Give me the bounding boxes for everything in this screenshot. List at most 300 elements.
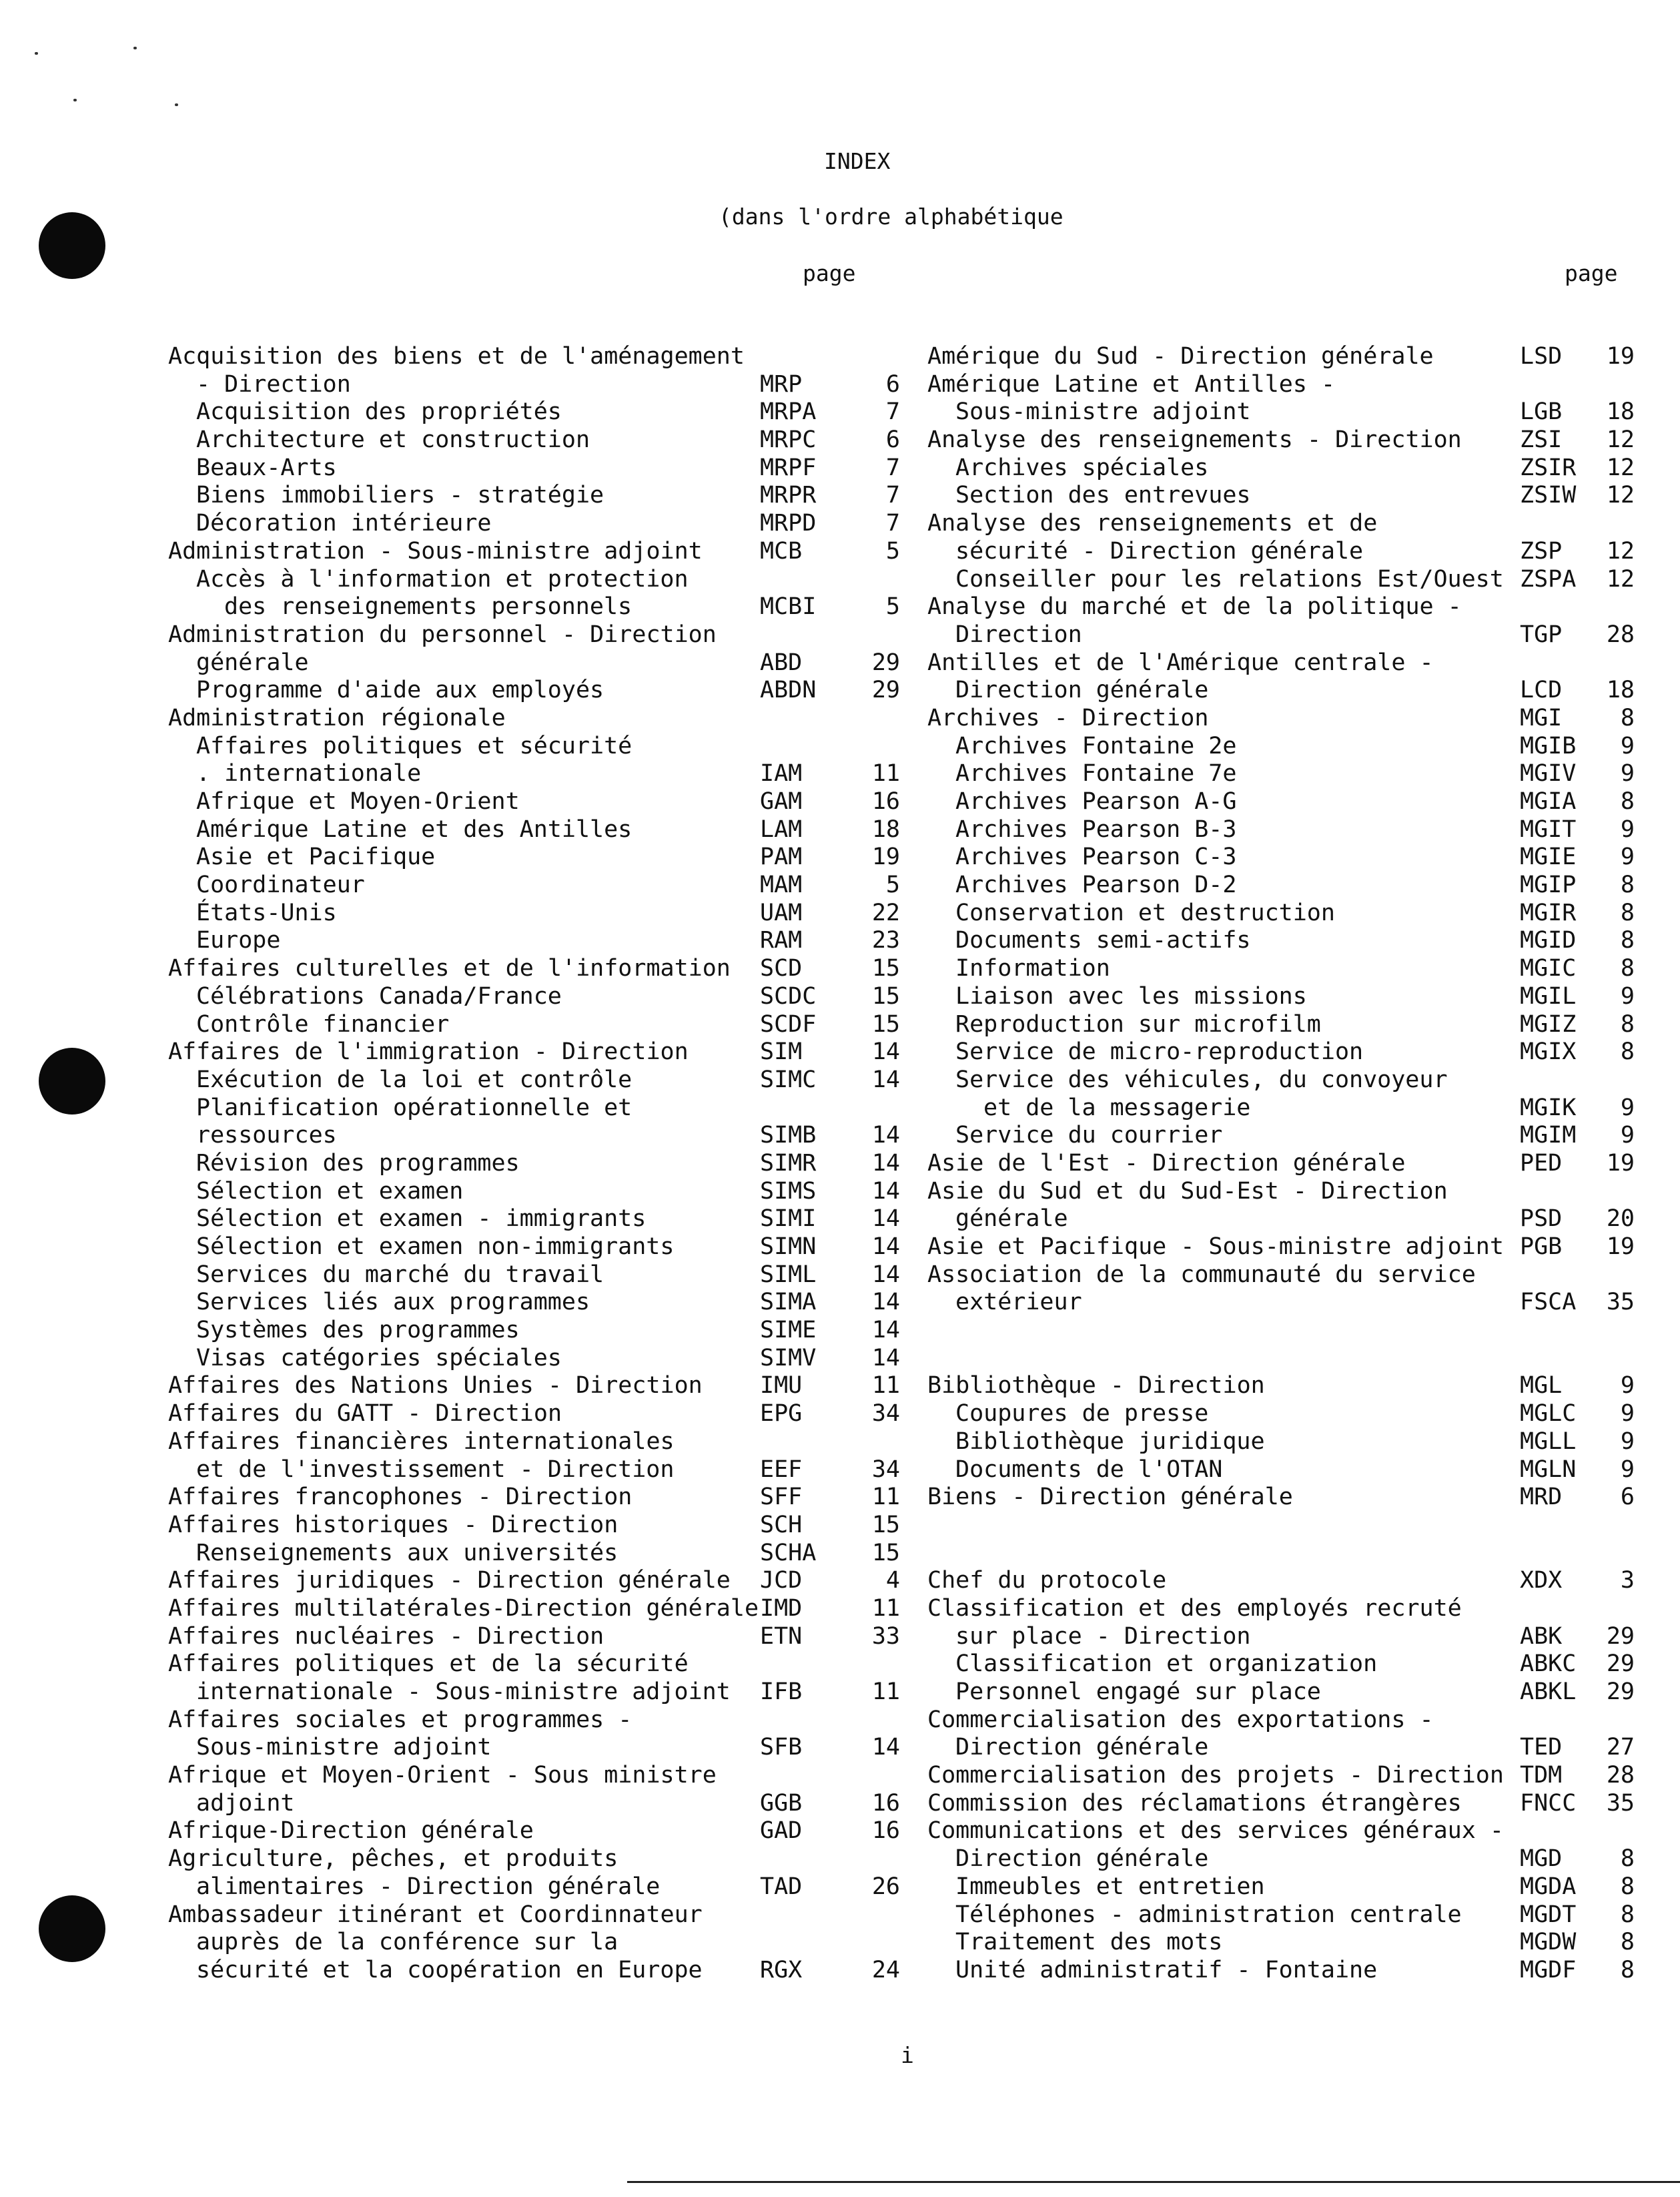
entry-page: 9 — [1620, 1372, 1635, 1399]
entry-text: Décoration intérieure — [196, 510, 492, 537]
entry-text: Amérique Latine et Antilles - — [927, 370, 1336, 398]
index-entry — [927, 538, 1648, 566]
entry-code: IFB — [760, 1678, 803, 1705]
entry-page: 12 — [1606, 565, 1635, 593]
index-entry — [927, 1595, 1648, 1623]
entry-text: Célébrations Canada/France — [196, 982, 562, 1010]
index-entry — [168, 593, 909, 621]
entry-page: 12 — [1606, 537, 1635, 565]
entry-code: SFF — [760, 1484, 803, 1511]
index-entry — [168, 1957, 909, 1985]
index-entry — [927, 1011, 1648, 1039]
entry-code: PAM — [760, 844, 803, 871]
entry-code: ABKL — [1520, 1678, 1577, 1705]
entry-text: Analyse du marché et de la politique - — [927, 593, 1462, 621]
entry-text: Affaires francophones - Direction — [168, 1484, 633, 1511]
entry-page: 26 — [871, 1873, 900, 1900]
index-entry — [927, 1038, 1648, 1066]
index-entry — [927, 566, 1648, 594]
index-column-right — [927, 343, 1648, 1985]
index-entry — [927, 426, 1648, 454]
entry-text: Archives - Direction — [927, 704, 1209, 731]
entry-page: 9 — [1620, 760, 1635, 788]
entry-text: Commission des réclamations étrangères — [927, 1789, 1462, 1817]
index-entry — [168, 1400, 909, 1428]
entry-code: MGIT — [1520, 816, 1577, 843]
index-entry — [168, 1734, 909, 1762]
entry-code: MGIM — [1520, 1122, 1577, 1149]
index-entry — [927, 593, 1648, 621]
entry-page: 8 — [1620, 955, 1635, 982]
entry-page: 9 — [1620, 816, 1635, 843]
entry-text: Administration - Sous-ministre adjoint — [168, 537, 703, 565]
entry-code: IAM — [760, 760, 803, 788]
index-entry — [168, 1261, 909, 1289]
index-entry — [168, 538, 909, 566]
entry-page: 14 — [871, 1205, 900, 1233]
entry-page: 22 — [871, 899, 900, 926]
entry-code: LSD — [1520, 343, 1563, 370]
entry-text: Archives Pearson C-3 — [955, 844, 1237, 871]
entry-code: SIMR — [760, 1149, 817, 1177]
entry-page: 12 — [1606, 454, 1635, 481]
index-column-left — [168, 343, 909, 1985]
index-entry — [168, 1094, 909, 1123]
entry-text: extérieur — [955, 1289, 1082, 1316]
entry-page: 12 — [1606, 482, 1635, 509]
entry-code: MGDW — [1520, 1929, 1577, 1956]
entry-page: 11 — [871, 1372, 900, 1399]
entry-code: TAD — [760, 1873, 803, 1900]
index-entry — [927, 1901, 1648, 1929]
index-entry — [927, 510, 1648, 538]
entry-text: et de l'investissement - Direction — [196, 1456, 675, 1483]
index-entry — [168, 621, 909, 649]
entry-text: Services du marché du travail — [196, 1261, 604, 1288]
entry-code: SIMV — [760, 1344, 817, 1371]
entry-page: 8 — [1620, 1956, 1635, 1983]
entry-text: Service du courrier — [955, 1122, 1223, 1149]
entry-page: 16 — [871, 788, 900, 815]
entry-text: Amérique Latine et des Antilles — [196, 816, 633, 843]
index-title: INDEX — [824, 148, 891, 174]
entry-code: ABDN — [760, 677, 817, 704]
entry-page: 34 — [871, 1400, 900, 1428]
entry-text: Direction — [955, 621, 1082, 648]
entry-code: MGLC — [1520, 1400, 1577, 1428]
entry-text: Accès à l'information et protection — [196, 565, 689, 593]
index-entry — [927, 1456, 1648, 1484]
index-entry — [168, 1845, 909, 1873]
entry-page: 14 — [871, 1122, 900, 1149]
entry-text: auprès de la conférence sur la — [196, 1929, 618, 1956]
index-entry — [927, 621, 1648, 649]
index-entry — [927, 1122, 1648, 1150]
index-entry — [927, 1678, 1648, 1706]
entry-page: 15 — [871, 1511, 900, 1538]
index-entry — [927, 955, 1648, 983]
index-entry — [927, 1790, 1648, 1818]
entry-page: 4 — [885, 1567, 900, 1594]
entry-text: Bibliothèque - Direction — [927, 1372, 1265, 1399]
entry-text: Afrique et Moyen-Orient — [196, 788, 520, 815]
index-entry — [927, 1400, 1648, 1428]
entry-code: SCD — [760, 955, 803, 982]
index-entry — [927, 398, 1648, 426]
entry-text: et de la messagerie — [983, 1094, 1251, 1121]
index-entry — [927, 1372, 1648, 1400]
index-entry — [168, 1205, 909, 1233]
entry-code: MGIC — [1520, 955, 1577, 982]
index-entry — [168, 816, 909, 844]
index-entry — [168, 1817, 909, 1845]
entry-code: MGL — [1520, 1372, 1563, 1399]
entry-code: MGDF — [1520, 1956, 1577, 1983]
entry-text: Chef du protocole — [927, 1567, 1167, 1594]
entry-text: Affaires de l'immigration - Direction — [168, 1038, 689, 1066]
index-entry — [168, 1178, 909, 1206]
entry-page: 15 — [871, 1539, 900, 1566]
index-entry — [927, 816, 1648, 844]
entry-page: 5 — [885, 537, 900, 565]
entry-text: Analyse des renseignements - Direction — [927, 426, 1462, 454]
entry-page: 14 — [871, 1734, 900, 1761]
entry-text: Administration régionale — [168, 704, 506, 731]
index-entry — [927, 1178, 1648, 1206]
entry-code: MGIA — [1520, 788, 1577, 815]
entry-text: Sous-ministre adjoint — [196, 1734, 492, 1761]
index-entry — [168, 1512, 909, 1540]
entry-page: 14 — [871, 1317, 900, 1344]
entry-page: 19 — [1606, 343, 1635, 370]
entry-page: 9 — [1620, 1400, 1635, 1428]
entry-code: RAM — [760, 927, 803, 954]
entry-text: Personnel engagé sur place — [955, 1678, 1321, 1705]
bottom-rule — [627, 2181, 1680, 2183]
index-entry — [168, 1289, 909, 1317]
index-entry — [927, 1094, 1648, 1123]
entry-text: - Direction — [196, 370, 351, 398]
entry-page: 5 — [885, 593, 900, 621]
entry-code: ZSIW — [1520, 482, 1577, 509]
entry-code: MRD — [1520, 1484, 1563, 1511]
entry-text: Information — [955, 955, 1110, 982]
entry-code: MGIZ — [1520, 1010, 1577, 1038]
entry-code: ABKC — [1520, 1650, 1577, 1678]
entry-text: Asie de l'Est - Direction générale — [927, 1149, 1406, 1177]
entry-text: Acquisition des propriétés — [196, 398, 562, 426]
index-entry — [927, 1540, 1648, 1568]
entry-text: Visas catégories spéciales — [196, 1344, 562, 1371]
entry-text: Association de la communauté du service — [927, 1261, 1476, 1288]
index-entry — [927, 1957, 1648, 1985]
entry-page: 7 — [885, 398, 900, 426]
entry-page: 11 — [871, 1678, 900, 1705]
entry-text: Acquisition des biens et de l'aménagement — [168, 343, 745, 370]
entry-page: 9 — [1620, 732, 1635, 759]
entry-text: Affaires politiques et sécurité — [196, 732, 633, 759]
entry-page: 8 — [1620, 872, 1635, 899]
entry-text: Commercialisation des projets - Direction — [927, 1762, 1504, 1789]
entry-code: UAM — [760, 899, 803, 926]
index-entry — [168, 1762, 909, 1790]
index-subtitle: (dans l'ordre alphabétique — [719, 204, 1064, 230]
entry-code: MGIK — [1520, 1094, 1577, 1121]
entry-text: Affaires du GATT - Direction — [168, 1400, 562, 1428]
entry-code: MCB — [760, 537, 803, 565]
entry-text: Communications et des services généraux - — [927, 1817, 1504, 1845]
entry-text: générale — [196, 649, 309, 676]
entry-text: Service des véhicules, du convoyeur — [955, 1066, 1448, 1093]
entry-text: Archives Pearson A-G — [955, 788, 1237, 815]
entry-text: Liaison avec les missions — [955, 982, 1307, 1010]
index-entry — [168, 1540, 909, 1568]
entry-page: 29 — [871, 649, 900, 676]
index-entry — [927, 844, 1648, 872]
index-entry — [927, 760, 1648, 788]
entry-text: Afrique-Direction générale — [168, 1817, 534, 1845]
entry-code: TDM — [1520, 1762, 1563, 1789]
entry-code: LCD — [1520, 677, 1563, 704]
index-entry — [927, 1066, 1648, 1094]
entry-page: 8 — [1620, 1901, 1635, 1928]
entry-code: PGB — [1520, 1233, 1563, 1260]
entry-code: PSD — [1520, 1205, 1563, 1233]
entry-page: 8 — [1620, 899, 1635, 926]
entry-text: Service de micro-reproduction — [955, 1038, 1364, 1066]
index-entry — [927, 1623, 1648, 1651]
index-entry — [927, 1817, 1648, 1845]
index-entry — [927, 927, 1648, 955]
entry-page: 6 — [885, 426, 900, 454]
index-entry — [168, 510, 909, 538]
entry-text: Affaires culturelles et de l'information — [168, 955, 731, 982]
index-entry — [927, 983, 1648, 1011]
entry-code: ETN — [760, 1622, 803, 1650]
index-entry — [927, 1428, 1648, 1456]
entry-page: 8 — [1620, 1873, 1635, 1900]
entry-text: sur place - Direction — [955, 1622, 1251, 1650]
index-entry — [168, 1122, 909, 1150]
entry-code: SIMI — [760, 1205, 817, 1233]
entry-code: SCHA — [760, 1539, 817, 1566]
entry-code: MGID — [1520, 927, 1577, 954]
entry-code: MGLN — [1520, 1456, 1577, 1483]
entry-page: 18 — [871, 816, 900, 843]
entry-text: Agriculture, pêches, et produits — [168, 1845, 618, 1873]
index-entry — [168, 1567, 909, 1595]
entry-code: TGP — [1520, 621, 1563, 648]
entry-code: SIMS — [760, 1177, 817, 1205]
index-entry — [168, 1929, 909, 1957]
entry-page: 8 — [1620, 788, 1635, 815]
index-entry — [168, 677, 909, 705]
entry-text: États-Unis — [196, 899, 337, 926]
index-entry — [168, 649, 909, 677]
index-entry — [168, 1623, 909, 1651]
entry-code: MGIX — [1520, 1038, 1577, 1066]
entry-code: FNCC — [1520, 1789, 1577, 1817]
speck — [175, 103, 178, 106]
index-entry — [927, 677, 1648, 705]
entry-code: GAM — [760, 788, 803, 815]
entry-text: Biens - Direction générale — [927, 1484, 1293, 1511]
entry-text: Sélection et examen non-immigrants — [196, 1233, 675, 1260]
entry-code: MRPD — [760, 510, 817, 537]
entry-page: 14 — [871, 1038, 900, 1066]
entry-page: 9 — [1620, 1456, 1635, 1483]
entry-code: SCDC — [760, 982, 817, 1010]
index-entry — [168, 1150, 909, 1178]
index-entry — [168, 1678, 909, 1706]
entry-text: Programme d'aide aux employés — [196, 677, 604, 704]
index-entry — [168, 454, 909, 483]
entry-text: Bibliothèque juridique — [955, 1428, 1265, 1455]
entry-page: 29 — [1606, 1678, 1635, 1705]
index-entry — [168, 733, 909, 761]
entry-text: Afrique et Moyen-Orient - Sous ministre — [168, 1762, 717, 1789]
entry-page: 16 — [871, 1789, 900, 1817]
entry-text: Classification et des employés recruté — [927, 1594, 1462, 1622]
entry-text: Contrôle financier — [196, 1010, 450, 1038]
entry-page: 6 — [885, 370, 900, 398]
entry-text: Commercialisation des exportations - — [927, 1706, 1434, 1733]
entry-page: 15 — [871, 982, 900, 1010]
index-entry — [927, 1289, 1648, 1317]
entry-text: ressources — [196, 1122, 337, 1149]
entry-text: Direction générale — [955, 1734, 1209, 1761]
entry-page: 14 — [871, 1233, 900, 1260]
index-entry — [927, 454, 1648, 483]
entry-page: 29 — [871, 677, 900, 704]
entry-text: internationale - Sous-ministre adjoint — [196, 1678, 731, 1705]
index-entry — [927, 1261, 1648, 1289]
index-entry — [168, 426, 909, 454]
entry-code: SIMC — [760, 1066, 817, 1093]
entry-text: Antilles et de l'Amérique centrale - — [927, 649, 1434, 676]
entry-text: Documents de l'OTAN — [955, 1456, 1223, 1483]
entry-code: SIMB — [760, 1122, 817, 1149]
entry-page: 3 — [1620, 1567, 1635, 1594]
index-entry — [168, 1066, 909, 1094]
entry-text: Sélection et examen - immigrants — [196, 1205, 647, 1233]
entry-page: 14 — [871, 1261, 900, 1288]
entry-text: Affaires historiques - Direction — [168, 1511, 618, 1538]
entry-code: SCDF — [760, 1010, 817, 1038]
entry-code: EPG — [760, 1400, 803, 1428]
entry-page: 19 — [871, 844, 900, 871]
entry-text: Traitement des mots — [955, 1929, 1223, 1956]
index-entry — [168, 760, 909, 788]
entry-text: Affaires sociales et programmes - — [168, 1706, 633, 1733]
entry-code: SFB — [760, 1734, 803, 1761]
entry-page: 14 — [871, 1149, 900, 1177]
index-entry — [927, 788, 1648, 816]
entry-text: sécurité - Direction générale — [955, 537, 1364, 565]
entry-code: SIMN — [760, 1233, 817, 1260]
entry-text: Classification et organization — [955, 1650, 1378, 1678]
entry-code: MGIP — [1520, 872, 1577, 899]
entry-page: 5 — [885, 872, 900, 899]
entry-page: 8 — [1620, 927, 1635, 954]
entry-text: Unité administratif - Fontaine — [955, 1956, 1378, 1983]
index-entry — [168, 983, 909, 1011]
index-entry — [168, 1595, 909, 1623]
index-entry — [927, 1233, 1648, 1261]
entry-text: Archives Pearson B-3 — [955, 816, 1237, 843]
index-entry — [168, 1456, 909, 1484]
entry-code: MGIB — [1520, 732, 1577, 759]
entry-code: SIM — [760, 1038, 803, 1066]
entry-code: ZSI — [1520, 426, 1563, 454]
entry-page: 6 — [1620, 1484, 1635, 1511]
entry-page: 16 — [871, 1817, 900, 1845]
entry-code: PED — [1520, 1149, 1563, 1177]
entry-text: Conservation et destruction — [955, 899, 1335, 926]
entry-text: Services liés aux programmes — [196, 1289, 590, 1316]
entry-text: Archives Fontaine 2e — [955, 732, 1237, 759]
entry-text: . internationale — [196, 760, 422, 788]
entry-code: MAM — [760, 872, 803, 899]
entry-code: SIML — [760, 1261, 817, 1288]
entry-text: Affaires politiques et de la sécurité — [168, 1650, 689, 1678]
index-entry — [927, 1567, 1648, 1595]
entry-text: Analyse des renseignements et de — [927, 510, 1378, 537]
entry-page: 7 — [885, 482, 900, 509]
entry-code: MGIL — [1520, 982, 1577, 1010]
index-entry — [927, 1150, 1648, 1178]
index-entry — [927, 1317, 1648, 1345]
entry-text: Asie et Pacifique — [196, 844, 436, 871]
page-label-right: page — [1565, 260, 1618, 286]
index-entry — [168, 1901, 909, 1929]
punch-hole-middle — [39, 1048, 105, 1115]
index-entry — [927, 649, 1648, 677]
entry-text: Asie et Pacifique - Sous-ministre adjoint — [927, 1233, 1504, 1260]
entry-text: Affaires multilatérales-Direction générale — [168, 1594, 759, 1622]
entry-text: Direction générale — [955, 1845, 1209, 1873]
entry-text: Asie du Sud et du Sud-Est - Direction — [927, 1177, 1448, 1205]
entry-text: adjoint — [196, 1789, 295, 1817]
entry-page: 29 — [1606, 1650, 1635, 1678]
index-entry — [927, 482, 1648, 510]
index-entry — [168, 1484, 909, 1512]
index-entry — [168, 872, 909, 900]
entry-code: ABK — [1520, 1622, 1563, 1650]
entry-text: Téléphones - administration centrale — [955, 1901, 1462, 1928]
entry-page: 9 — [1620, 1122, 1635, 1149]
index-entry — [168, 371, 909, 399]
entry-code: IMD — [760, 1594, 803, 1622]
entry-text: sécurité et la coopération en Europe — [196, 1956, 703, 1983]
entry-page: 11 — [871, 760, 900, 788]
entry-text: Reproduction sur microfilm — [955, 1010, 1321, 1038]
entry-text: Affaires juridiques - Direction générale — [168, 1567, 731, 1594]
entry-code: LAM — [760, 816, 803, 843]
entry-text: Biens immobiliers - stratégie — [196, 482, 604, 509]
index-entry — [168, 1706, 909, 1735]
entry-code: MGD — [1520, 1845, 1563, 1873]
entry-text: Amérique du Sud - Direction générale — [927, 343, 1434, 370]
entry-text: Révision des programmes — [196, 1149, 520, 1177]
index-entry — [927, 900, 1648, 928]
entry-page: 24 — [871, 1956, 900, 1983]
index-entry — [927, 371, 1648, 399]
index-entry — [168, 927, 909, 955]
entry-code: MGDT — [1520, 1901, 1577, 1928]
index-entry — [927, 343, 1648, 371]
entry-text: Archives spéciales — [955, 454, 1209, 481]
